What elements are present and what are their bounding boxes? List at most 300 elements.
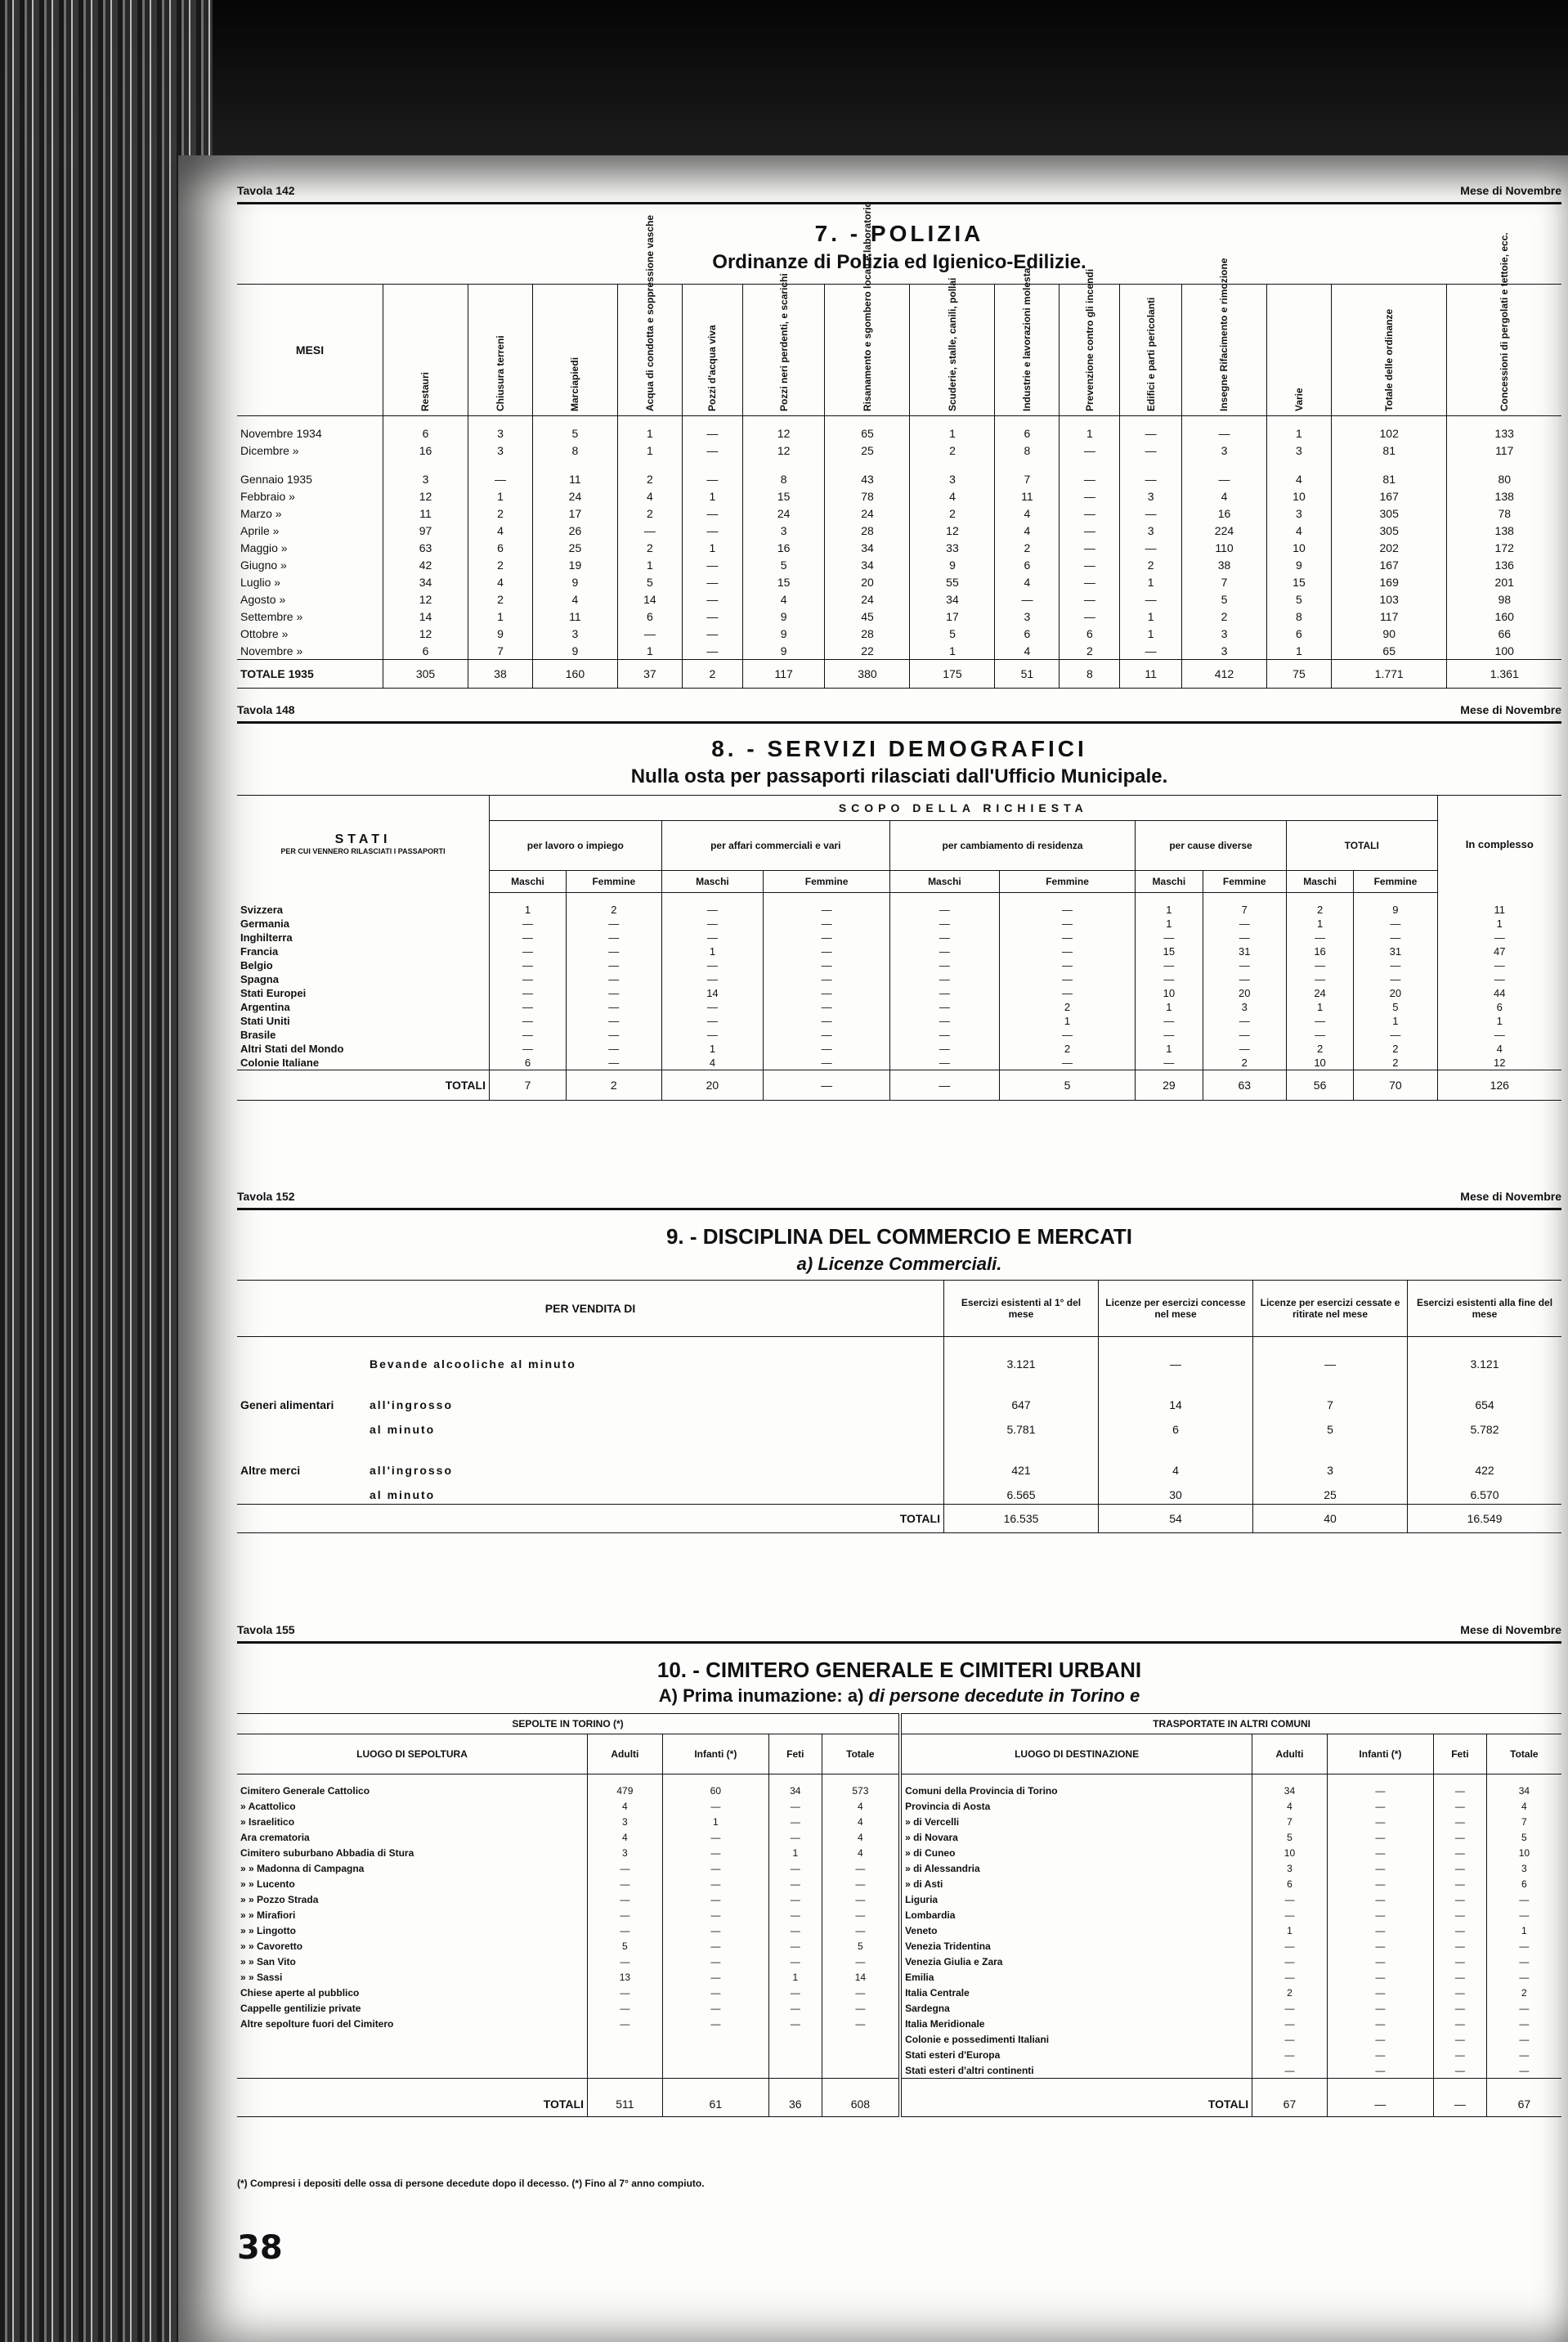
section-title: 9. - DISCIPLINA DEL COMMERCIO E MERCATI [665, 1224, 1133, 1249]
table-cell: — [566, 986, 661, 1000]
table-cell: Stati Europei [240, 987, 307, 999]
table-cell: 98 [1447, 590, 1561, 608]
total-cell: TOTALI [237, 2079, 588, 2117]
table-cell: 2 [1181, 608, 1266, 625]
table-row [237, 1056, 1561, 1070]
table-row [237, 2016, 1561, 2031]
table-row [237, 917, 1561, 931]
table-cell: 3 [1181, 642, 1266, 660]
table-cell: — [1486, 1891, 1561, 1907]
subtitle-part-a: A) Prima inumazione: a) [658, 1685, 864, 1706]
table-cell: — [764, 1042, 890, 1056]
table-cell: Novembre » [240, 644, 303, 657]
table-cell: — [822, 1876, 900, 1891]
divider [237, 721, 1561, 724]
table-cell: — [1327, 1985, 1433, 2000]
table-cell: 14 [661, 986, 764, 1000]
table-cell: 2 [1286, 893, 1353, 918]
table-cell: 3 [910, 459, 995, 487]
table-cell: — [662, 1829, 768, 1845]
table-cell: 1 [661, 944, 764, 958]
table-cell: — [1060, 487, 1120, 505]
table-cell: — [822, 2016, 900, 2031]
table-cell: Italia Centrale [900, 1985, 1252, 2000]
total-cell: 175 [910, 660, 995, 689]
tavola-label: Tavola 155 [237, 1623, 295, 1636]
table-cell: — [1434, 1907, 1487, 1923]
table-cell: — [661, 1000, 764, 1014]
column-header-text: Risanamento e sgombero locali e laboratorio [861, 201, 873, 411]
table-row [237, 1985, 1561, 2000]
table-cell: — [1327, 1860, 1433, 1876]
table-row [237, 931, 1561, 944]
table-row [237, 1891, 1561, 1907]
table-cell: — [588, 1860, 663, 1876]
table-cell: — [490, 958, 567, 972]
table-cell: 12 [383, 487, 468, 505]
total-label: TOTALI [237, 1505, 944, 1533]
table-cell: 6 [617, 608, 682, 625]
table-cell: — [822, 1985, 900, 2000]
table-cell: 4 [1266, 459, 1331, 487]
table-cell: — [1203, 1028, 1286, 1042]
tavola-label: Tavola 148 [237, 703, 295, 716]
table-cell: — [1136, 958, 1203, 972]
table-cell: 38 [1181, 556, 1266, 573]
table-cell [822, 2031, 900, 2047]
table-cell: Ottobre » [240, 626, 289, 640]
table-cell: — [1327, 2031, 1433, 2047]
group-label [237, 1337, 366, 1374]
sex-header: Femmine [566, 871, 661, 893]
table-cell: 17 [910, 608, 995, 625]
table-cell: 2 [468, 505, 532, 522]
table-cell [588, 2062, 663, 2079]
group-header: per affari commerciali e vari [661, 821, 889, 871]
table-cell: 5 [532, 416, 617, 442]
table-cell: 1 [1136, 1042, 1203, 1056]
column-header-text: Totale delle ordinanze [1383, 308, 1396, 411]
table-cell: 9 [1266, 556, 1331, 573]
table-cell: 90 [1331, 625, 1447, 642]
table-cell: — [1434, 1954, 1487, 1969]
table-cell: — [1486, 2031, 1561, 2047]
table-cell: — [1203, 958, 1286, 972]
group-label: Generi alimentari [240, 1398, 334, 1411]
table-cell: 201 [1447, 573, 1561, 590]
table-row [237, 1000, 1561, 1014]
table-row [237, 1014, 1561, 1028]
table-cell: 1 [1120, 573, 1182, 590]
table-cell: 6 [995, 556, 1060, 573]
table-cell: — [1327, 1829, 1433, 1845]
table-cell: 2 [1286, 1042, 1353, 1056]
table-cell: — [1354, 931, 1437, 944]
table-cell: — [1327, 1876, 1433, 1891]
section-commercio [237, 1190, 1561, 1631]
header-row [237, 1734, 1561, 1774]
table-cell: 60 [662, 1774, 768, 1799]
page-number: 38 [237, 2229, 283, 2267]
table-cell: — [1486, 1969, 1561, 1985]
table-row [237, 1938, 1561, 1954]
table-cell: 167 [1331, 487, 1447, 505]
column-header: Feti [768, 1734, 822, 1774]
table-cell: 5 [1354, 1000, 1437, 1014]
column-header: Feti [1434, 1734, 1487, 1774]
table-cell: 3 [1486, 1860, 1561, 1876]
table-cell: — [1181, 459, 1266, 487]
sex-header: Femmine [764, 871, 890, 893]
table-cell: Stati esteri d'Europa [900, 2047, 1252, 2062]
table-cell: 81 [1331, 442, 1447, 459]
total-cell: 75 [1266, 660, 1331, 689]
table-cell: 8 [532, 442, 617, 459]
table-cell: » » Mirafiori [240, 1909, 296, 1921]
table-cell: — [764, 1014, 890, 1028]
total-cell: — [889, 1070, 999, 1101]
sex-header: Maschi [490, 871, 567, 893]
table-cell: 1 [468, 487, 532, 505]
table-row [237, 1907, 1561, 1923]
column-header [617, 214, 682, 416]
table-cell: 172 [1447, 539, 1561, 556]
table-cell: — [490, 1000, 567, 1014]
table-cell: 11 [532, 459, 617, 487]
table-cell: 4 [1437, 1042, 1561, 1056]
table-cell: — [1136, 972, 1203, 986]
table-cell: — [1327, 1923, 1433, 1938]
table-cell: — [1327, 1969, 1433, 1985]
table-cell: 65 [825, 416, 910, 442]
table-cell: Svizzera [240, 903, 284, 916]
column-header-text: Concessioni di pergolati e tettoie, ecc. [1499, 232, 1511, 411]
section-servizi-demografici [237, 703, 1561, 1194]
table-cell: 224 [1181, 522, 1266, 539]
table-cell: 3 [1203, 1000, 1286, 1014]
table-cell: — [662, 1860, 768, 1876]
table-cell: 5 [742, 556, 825, 573]
divider [237, 1208, 1561, 1210]
table-cell: — [1437, 931, 1561, 944]
table-cell: 2 [999, 1000, 1135, 1014]
table-cell: 7 [1181, 573, 1266, 590]
table-cell: — [1252, 2016, 1328, 2031]
table-cell: — [661, 917, 764, 931]
table-cell: 17 [532, 505, 617, 522]
total-cell: 36 [768, 2079, 822, 2117]
table-cell: — [661, 972, 764, 986]
mese-label: Mese di Novembre [1460, 1190, 1561, 1203]
table-cell: 1 [617, 556, 682, 573]
table-cell: » di Alessandria [900, 1860, 1252, 1876]
section-subtitle: Nulla osta per passaporti rilasciati dall'Ufficio Municipale. [630, 765, 1168, 787]
table-cell: 4 [742, 590, 825, 608]
table-cell: — [1486, 1907, 1561, 1923]
table-cell: — [822, 2000, 900, 2016]
table-cell: — [1434, 1814, 1487, 1829]
table-cell: — [588, 1907, 663, 1923]
table-cell: — [566, 917, 661, 931]
table-cell: — [682, 556, 742, 573]
table-cell: » Acattolico [240, 1800, 296, 1812]
total-cell: 11 [1120, 660, 1182, 689]
table-cell: 3 [1253, 1438, 1408, 1479]
table-row [237, 539, 1561, 556]
table-row [237, 573, 1561, 590]
table-cell: 26 [532, 522, 617, 539]
total-cell: 1.771 [1331, 660, 1447, 689]
table-cell: 4 [822, 1845, 900, 1860]
table-cell: Stati Uniti [240, 1015, 290, 1027]
table-cell: 47 [1437, 944, 1561, 958]
table-cell: — [1327, 2016, 1433, 2031]
table-cell: Luglio » [240, 575, 281, 589]
table-cell: » » Sassi [240, 1971, 283, 1983]
total-cell: 61 [662, 2079, 768, 2117]
table-cell: 6 [1252, 1876, 1328, 1891]
total-cell: TOTALE 1935 [237, 660, 383, 689]
table-cell: 202 [1331, 539, 1447, 556]
table-cell: — [768, 1829, 822, 1845]
table-cell: 103 [1331, 590, 1447, 608]
scan-dark-top [0, 0, 1568, 164]
tavola-label: Tavola 142 [237, 184, 295, 197]
table-cell: 6 [1486, 1876, 1561, 1891]
table-cell: — [889, 1042, 999, 1056]
table-cell: — [889, 944, 999, 958]
table-cell: — [682, 642, 742, 660]
table-row [237, 1829, 1561, 1845]
table-cell: — [1203, 972, 1286, 986]
table-cell: 34 [1252, 1774, 1328, 1799]
table-cell: 3 [383, 459, 468, 487]
table-cell: Giugno » [240, 558, 287, 572]
table-cell: 3 [1181, 625, 1266, 642]
table-cell: 1 [661, 1042, 764, 1056]
column-header: Infanti (*) [1327, 1734, 1433, 1774]
table-cell: 8 [1266, 608, 1331, 625]
table-cell: — [682, 522, 742, 539]
table-cell: — [662, 1891, 768, 1907]
group-header: per lavoro o impiego [490, 821, 662, 871]
table-cell: — [1252, 1907, 1328, 1923]
table-row [237, 1845, 1561, 1860]
table-cell: — [490, 1042, 567, 1056]
table-cell: » di Asti [900, 1876, 1252, 1891]
table-cell: — [682, 442, 742, 459]
table-cell: 3 [995, 608, 1060, 625]
total-cell: 16.535 [944, 1505, 1099, 1533]
table-cell: 1 [490, 893, 567, 918]
table-cell: Brasile [240, 1029, 276, 1041]
sex-header: Femmine [1354, 871, 1437, 893]
table-cell: 1 [617, 642, 682, 660]
table-row [237, 625, 1561, 642]
table-cell: 1 [1266, 416, 1331, 442]
table-cell: 14 [383, 608, 468, 625]
total-cell: 37 [617, 660, 682, 689]
table-cell [822, 2062, 900, 2079]
table-cell: 1 [1252, 1923, 1328, 1938]
table-cell: — [889, 917, 999, 931]
column-header: PER VENDITA DI [237, 1281, 944, 1337]
table-cell: 5 [588, 1938, 663, 1954]
table-cell: 22 [825, 642, 910, 660]
column-header: Licenze per esercizi concesse nel mese [1099, 1281, 1253, 1337]
table-row [237, 2031, 1561, 2047]
table-cell: » Israelitico [240, 1815, 295, 1828]
table-cell: 15 [742, 487, 825, 505]
table-cell: » di Cuneo [900, 1845, 1252, 1860]
table-cell: 7 [1252, 1814, 1328, 1829]
table-cell: — [768, 1954, 822, 1969]
table-cell: — [768, 1907, 822, 1923]
table-cell: 6 [1437, 1000, 1561, 1014]
total-cell: 56 [1286, 1070, 1353, 1101]
table-cell: — [889, 972, 999, 986]
table-cell: 16 [1286, 944, 1353, 958]
scopo-header: SCOPO DELLA RICHIESTA [490, 796, 1438, 821]
table-cell: Marzo » [240, 506, 282, 520]
table-cell: — [1060, 459, 1120, 487]
column-header [742, 273, 825, 416]
table-cell: — [566, 1042, 661, 1056]
table-cell: 20 [1354, 986, 1437, 1000]
table-cell: — [566, 1014, 661, 1028]
column-header: Adulti [588, 1734, 663, 1774]
table-cell: — [1486, 2016, 1561, 2031]
table-cell: 16 [383, 442, 468, 459]
table-cell: 1 [1136, 893, 1203, 918]
sex-header: Maschi [661, 871, 764, 893]
table-cell: 1 [1136, 917, 1203, 931]
table-cell: 4 [661, 1056, 764, 1070]
table-cell: — [999, 958, 1135, 972]
table-cell: 6 [995, 416, 1060, 442]
total-cell: 305 [383, 660, 468, 689]
mese-label: Mese di Novembre [1460, 703, 1561, 716]
table-row [237, 487, 1561, 505]
table-cell: — [764, 1028, 890, 1042]
table-cell: Provincia di Aosta [900, 1798, 1252, 1814]
total-row [237, 1505, 1561, 1533]
table-cell: — [468, 459, 532, 487]
table-cell: 2 [999, 1042, 1135, 1056]
total-cell: 117 [742, 660, 825, 689]
table-cell: Cimitero Generale Cattolico [240, 1784, 370, 1797]
table-cell: 1 [910, 416, 995, 442]
table-cell: Venezia Giulia e Zara [900, 1954, 1252, 1969]
table-cell: 9 [910, 556, 995, 573]
table-cell: 9 [742, 608, 825, 625]
table-cell: — [1120, 442, 1182, 459]
table-cell: — [490, 944, 567, 958]
table-cell: 654 [1408, 1373, 1562, 1414]
table-cell: — [995, 590, 1060, 608]
section-subtitle: a) Licenze Commerciali. [796, 1254, 1002, 1274]
row-label: al minuto [370, 1488, 436, 1501]
table-cell: Stati esteri d'altri continenti [900, 2062, 1252, 2079]
table-cell: — [661, 1014, 764, 1028]
table-cell: Cappelle gentilizie private [240, 2002, 361, 2014]
table-cell: 7 [995, 459, 1060, 487]
table-cell: — [566, 944, 661, 958]
table-cell: — [682, 505, 742, 522]
table-cell: 24 [825, 505, 910, 522]
column-header: LUOGO DI DESTINAZIONE [900, 1734, 1252, 1774]
table-cell: — [617, 522, 682, 539]
table-cell: — [1286, 958, 1353, 972]
column-header-text: Restauri [419, 371, 432, 411]
table-cell: — [1437, 1028, 1561, 1042]
table-cell: — [1434, 1876, 1487, 1891]
table-row [237, 1337, 1561, 1374]
table-cell: 28 [825, 522, 910, 539]
column-header-text: Marciapiedi [569, 357, 581, 411]
table-cell: 2 [995, 539, 1060, 556]
table-cell: 9 [468, 625, 532, 642]
column-header [1331, 285, 1447, 416]
table-cell: Febbraio » [240, 489, 295, 503]
table-cell: 9 [742, 642, 825, 660]
table-cell: 117 [1447, 442, 1561, 459]
table-cell: 2 [1060, 642, 1120, 660]
table-cell: — [682, 573, 742, 590]
table-cell: 479 [588, 1774, 663, 1799]
table-cell: — [490, 1028, 567, 1042]
table-cell: — [682, 416, 742, 442]
table-cell: Liguria [900, 1891, 1252, 1907]
table-cell: 138 [1447, 522, 1561, 539]
column-header-text: Insegne Rifacimento e rimozione [1218, 258, 1230, 411]
table-row [237, 459, 1561, 487]
table-cell: 305 [1331, 505, 1447, 522]
table-cell: 55 [910, 573, 995, 590]
table-row [237, 1860, 1561, 1876]
table-row [237, 1923, 1561, 1938]
table-cell: — [768, 1923, 822, 1938]
column-header-text: Acqua di condotta e soppressione vasche [643, 214, 656, 411]
table-cell: 12 [742, 416, 825, 442]
table-cell: — [764, 931, 890, 944]
table-row [237, 1954, 1561, 1969]
table-cell: — [768, 2000, 822, 2016]
table-cell: — [768, 1938, 822, 1954]
table-cell: 10 [1286, 1056, 1353, 1070]
table-cell: — [1434, 1891, 1487, 1907]
table-cell: — [1252, 1969, 1328, 1985]
table-cell: Chiese aperte al pubblico [240, 1986, 360, 1999]
table-cell: 5 [822, 1938, 900, 1954]
table-cell: 30 [1099, 1479, 1253, 1505]
table-cell [662, 2031, 768, 2047]
table-cell [237, 2047, 588, 2062]
column-header-text: Industrie e lavorazioni molesta [1021, 267, 1033, 411]
table-cell: 6 [995, 625, 1060, 642]
table-cell: — [889, 1000, 999, 1014]
table-cell: 421 [944, 1438, 1099, 1479]
table-cell: 4 [995, 573, 1060, 590]
total-cell: 51 [995, 660, 1060, 689]
total-cell: 40 [1253, 1505, 1408, 1533]
table-cell: — [764, 1056, 890, 1070]
group-label [237, 1414, 366, 1438]
table-cell: 5 [617, 573, 682, 590]
table-cell: 6 [468, 539, 532, 556]
table-cell: — [999, 893, 1135, 918]
table-cell: Emilia [900, 1969, 1252, 1985]
